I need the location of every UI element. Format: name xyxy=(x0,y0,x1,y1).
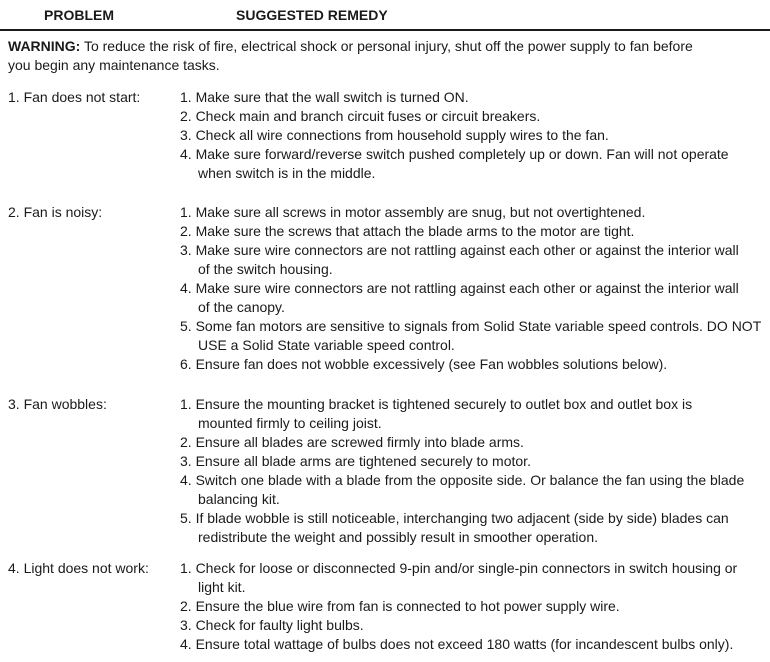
remedy-item xyxy=(180,241,768,279)
remedy-item xyxy=(180,107,768,126)
remedy-item xyxy=(180,203,768,222)
remedy-item xyxy=(180,616,768,635)
remedy-item xyxy=(180,395,768,433)
warning-text-line1: To reduce the risk of fire, electrical shock or personal injury, shut off the power supply to fan before xyxy=(83,38,693,54)
problem-label: 1. Fan does not start: xyxy=(8,89,141,105)
remedy-text-continuation: USE a Solid State variable speed control. xyxy=(198,337,455,353)
remedy-list xyxy=(180,88,768,183)
remedy-text: 1. Check for loose or disconnected 9-pin and/or single-pin connectors in switch housing or xyxy=(180,560,738,576)
remedy-text-continuation: when switch is in the middle. xyxy=(198,165,376,181)
remedy-text: 3. Check for faulty light bulbs. xyxy=(180,617,364,633)
remedy-text: 6. Ensure fan does not wobble excessively (see Fan wobbles solutions below). xyxy=(180,356,668,372)
remedy-item xyxy=(180,145,768,183)
warning-notice xyxy=(8,37,764,75)
remedy-text: 3. Make sure wire connectors are not rattling against each other or against the interior wall xyxy=(180,242,739,258)
remedy-item xyxy=(180,126,768,145)
remedy-text: 4. Switch one blade with a blade from the opposite side. Or balance the fan using the blade xyxy=(180,472,745,488)
remedy-text: 4. Make sure wire connectors are not rattling against each other or against the interior wall xyxy=(180,280,739,296)
remedy-item xyxy=(180,222,768,241)
remedy-text-continuation: light kit. xyxy=(198,579,246,595)
remedy-item xyxy=(180,597,768,616)
problem-column-heading: PROBLEM xyxy=(44,7,114,23)
remedy-text: 2. Check main and branch circuit fuses or circuit breakers. xyxy=(180,108,541,124)
remedy-text-continuation: of the canopy. xyxy=(198,299,285,315)
remedy-text-continuation: balancing kit. xyxy=(198,491,280,507)
remedy-item xyxy=(180,635,768,654)
remedy-item xyxy=(180,279,768,317)
remedy-text: 4. Ensure total wattage of bulbs does not exceed 180 watts (for incandescent bulbs only). xyxy=(180,636,734,652)
remedy-text: 5. If blade wobble is still noticeable, interchanging two adjacent (side by side) blades can xyxy=(180,510,729,526)
remedy-column-heading: SUGGESTED REMEDY xyxy=(236,7,388,23)
remedy-item xyxy=(180,88,768,107)
remedy-item xyxy=(180,509,768,547)
remedy-text-continuation: mounted firmly to ceiling joist. xyxy=(198,415,382,431)
remedy-list xyxy=(180,395,768,547)
remedy-text: 2. Ensure the blue wire from fan is connected to hot power supply wire. xyxy=(180,598,620,614)
remedy-item xyxy=(180,355,768,374)
problem-label: 4. Light does not work: xyxy=(8,560,149,576)
header-divider xyxy=(0,29,770,31)
remedy-text-continuation: redistribute the weight and possibly result in smoother operation. xyxy=(198,529,598,545)
remedy-text: 5. Some fan motors are sensitive to signals from Solid State variable speed controls. DO NOT xyxy=(180,318,762,334)
remedy-text: 4. Make sure forward/reverse switch pushed completely up or down. Fan will not operate xyxy=(180,146,729,162)
remedy-text: 1. Ensure the mounting bracket is tightened securely to outlet box and outlet box is xyxy=(180,396,693,412)
remedy-item xyxy=(180,452,768,471)
remedy-item xyxy=(180,471,768,509)
remedy-item xyxy=(180,433,768,452)
warning-text-line2: you begin any maintenance tasks. xyxy=(8,57,220,73)
remedy-text: 2. Ensure all blades are screwed firmly into blade arms. xyxy=(180,434,524,450)
remedy-text: 3. Ensure all blade arms are tightened securely to motor. xyxy=(180,453,531,469)
remedy-text-continuation: of the switch housing. xyxy=(198,261,333,277)
remedy-text: 1. Make sure that the wall switch is turned ON. xyxy=(180,89,469,105)
remedy-list xyxy=(180,559,768,654)
remedy-item xyxy=(180,317,768,355)
problem-label: 2. Fan is noisy: xyxy=(8,204,103,220)
remedy-text: 2. Make sure the screws that attach the blade arms to the motor are tight. xyxy=(180,223,635,239)
problem-label: 3. Fan wobbles: xyxy=(8,396,107,412)
remedy-list xyxy=(180,203,768,374)
warning-label: WARNING: xyxy=(8,38,81,54)
remedy-text: 3. Check all wire connections from household supply wires to the fan. xyxy=(180,127,609,143)
remedy-item xyxy=(180,559,768,597)
table-header xyxy=(0,6,770,26)
remedy-text: 1. Make sure all screws in motor assembly are snug, but not overtightened. xyxy=(180,204,646,220)
